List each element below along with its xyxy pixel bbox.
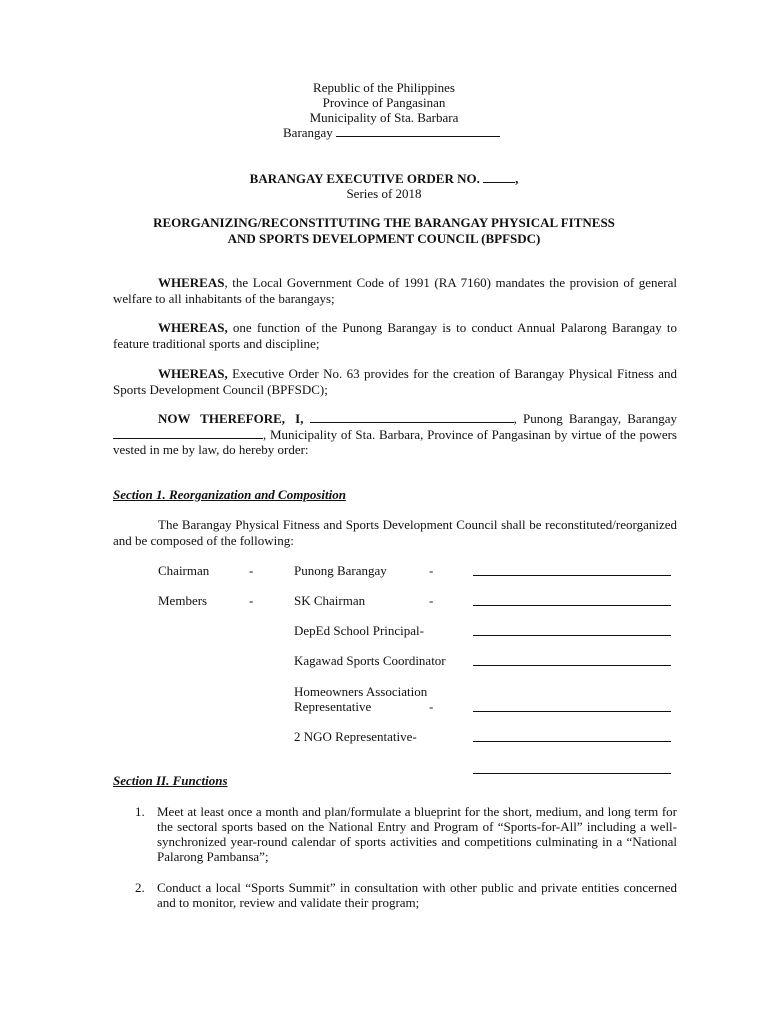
section2-heading: Section II. Functions (113, 773, 228, 788)
composition-member: Kagawad Sports Coordinator (294, 653, 446, 668)
whereas-text: one function of the Punong Barangay is to conduct Annual Palarong Barangay to feature traditional sports and discipline; (113, 320, 677, 351)
composition-row (0, 593, 768, 625)
order-title-end: , (515, 171, 519, 186)
whereas-lead: WHEREAS (158, 275, 225, 290)
function-number: 1. (135, 804, 145, 819)
now-therefore-part1: , Punong Barangay, (513, 411, 622, 426)
order-subject-line1: REORGANIZING/RECONSTITUTING THE BARANGAY PHYSICAL FITNESS (153, 215, 615, 230)
composition-member: 2 NGO Representative- (294, 729, 417, 744)
signature-line (473, 741, 671, 742)
whereas-text: Executive Order No. 63 provides for the creation of Barangay Physical Fitness and Sports Development Council (BPFSDC); (113, 366, 677, 397)
barangay-name-blank (113, 427, 263, 439)
composition-row (0, 729, 768, 761)
header-province: Province of Pangasinan (322, 95, 446, 110)
signature-line (473, 635, 671, 636)
header-barangay-label: Barangay (283, 125, 337, 140)
section1-intro: The Barangay Physical Fitness and Sports Development Council shall be reconstituted/reorganized and be composed of the following: (113, 517, 677, 548)
signature-line (473, 711, 671, 712)
now-therefore-part2: , Municipality of Sta. Barbara, Province of Pangasinan by virtue of the powers vested in me by law, do hereby order: (113, 426, 677, 457)
signature-line (473, 665, 671, 666)
composition-role: Members (158, 593, 208, 608)
order-series: Series of 2018 (346, 186, 422, 201)
function-text: Conduct a local “Sports Summit” in consultation with other public and private entities concerned and to monitor, review and validate their program; (157, 880, 677, 910)
whereas-clause-1 (113, 275, 677, 306)
now-therefore-barangay: Barangay (627, 411, 678, 426)
order-subject-line2: AND SPORTS DEVELOPMENT COUNCIL (BPFSDC) (227, 231, 541, 246)
composition-row (0, 563, 768, 595)
function-number: 2. (135, 880, 145, 895)
barangay-blank (336, 125, 500, 137)
header-municipality: Municipality of Sta. Barbara (309, 110, 459, 125)
composition-dash2: - (429, 593, 434, 608)
composition-row (0, 623, 768, 655)
composition-dash2: - (429, 699, 434, 714)
signature-line (473, 605, 671, 606)
composition-row (0, 653, 768, 685)
whereas-lead: WHEREAS, (158, 366, 228, 381)
now-therefore-clause (113, 411, 677, 458)
composition-dash: - (249, 563, 254, 578)
composition-member: DepEd School Principal- (294, 623, 424, 638)
order-number-blank (483, 171, 515, 183)
header-barangay-line (283, 125, 500, 141)
composition-row (0, 684, 768, 716)
function-text: Meet at least once a month and plan/formulate a blueprint for the short, medium, and long term for the sectoral sports based on the National Entry and Program of “Sports-for-All” including a well-synchronized year-round calendar of sports activities and competitions culminating in a “National Palarong Pambansa”; (157, 804, 677, 864)
signature-line (473, 575, 671, 576)
signature-line (473, 773, 671, 774)
order-title-text: BARANGAY EXECUTIVE ORDER NO. (249, 171, 484, 186)
name-blank (310, 411, 514, 423)
composition-member: Homeowners Association (294, 684, 428, 699)
whereas-text: , the Local Government Code of 1991 (RA 7160) mandates the provision of general welfare to all inhabitants of the barangays; (113, 275, 677, 306)
composition-role: Chairman (158, 563, 210, 578)
whereas-lead: WHEREAS, (158, 320, 228, 335)
order-title (0, 171, 768, 186)
composition-member: SK Chairman (294, 593, 366, 608)
section1-heading: Section 1. Reorganization and Composition (113, 487, 346, 502)
whereas-clause-3 (113, 366, 677, 397)
composition-member: Punong Barangay (294, 563, 387, 578)
composition-dash2: - (429, 563, 434, 578)
whereas-clause-2 (113, 320, 677, 351)
header-republic: Republic of the Philippines (313, 80, 455, 95)
composition-dash: - (249, 593, 254, 608)
now-therefore-lead: NOW THEREFORE, I, (158, 411, 304, 426)
composition-member-line2: Representative (294, 699, 372, 714)
